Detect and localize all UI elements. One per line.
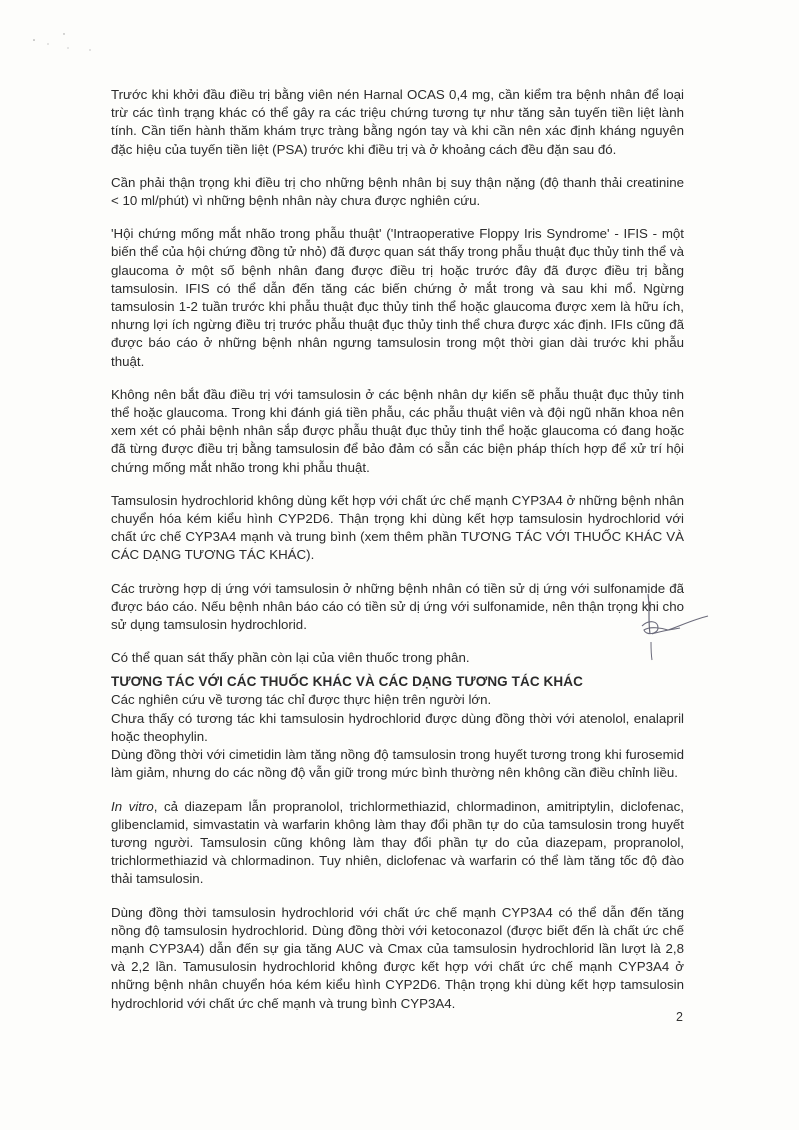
paragraph-renal-caution: Cần phải thận trọng khi điều trị cho những bệnh nhân bị suy thận nặng (độ thanh thải creatinine < 10 ml/phút) vì những bệnh nhân này chưa được nghiên cứu.	[111, 174, 684, 209]
paragraph-in-vitro	[111, 798, 684, 889]
paragraph-sulfonamide: Các trường hợp dị ứng với tamsulosin ở những bệnh nhân có tiền sử dị ứng với sulfonamide đã được báo cáo. Nếu bệnh nhân báo cáo có tiền sử dị ứng với sulfonamide, nên thận trọng khi cho sử dụng tamsulosin hydrochlorid.	[111, 580, 684, 633]
document-body	[111, 86, 684, 1013]
paragraph-tablet-residue: Có thể quan sát thấy phần còn lại của viên thuốc trong phân.	[111, 650, 470, 666]
page-number: 2	[676, 1010, 683, 1024]
handwritten-signature	[628, 590, 718, 662]
paragraph-cyp3a4: Tamsulosin hydrochlorid không dùng kết hợp với chất ức chế mạnh CYP3A4 ở những bệnh nhân chuyển hóa kém kiểu hình CYP2D6. Thận trọng khi dùng kết hợp tamsulosin hydrochlorid với chất ức chế CYP3A4 mạnh và trung bình (xem thêm phần TƯƠNG TÁC VỚI THUỐC KHÁC VÀ CÁC DẠNG TƯƠNG TÁC KHÁC).	[111, 492, 684, 563]
paragraph-ketoconazol: Dùng đồng thời tamsulosin hydrochlorid với chất ức chế mạnh CYP3A4 có thể dẫn đến tăng nồng độ tamsulosin hydrochlorid. Dùng đồng thời với ketoconazol (được biết đến là chất ức chế mạnh CYP3A4) dẫn đến sự gia tăng AUC và Cmax của tamsulosin hydrochlorid lần lượt là 2,8 và 2,2 lần. Tamusulosin hydrochlorid không được kết hợp với chất ức chế mạnh CYP3A4 ở những bệnh nhân chuyển hóa kém kiểu hình CYP2D6. Thận trọng khi dùng kết hợp tamsulosin hydrochlorid với chất ức chế mạnh và trung bình CYP3A4.	[111, 904, 684, 1011]
section-heading-interactions: TƯƠNG TÁC VỚI CÁC THUỐC KHÁC VÀ CÁC DẠNG TƯƠNG TÁC KHÁC	[111, 674, 583, 690]
interaction-line-adults: Các nghiên cứu về tương tác chỉ được thực hiện trên người lớn.	[111, 692, 492, 708]
scan-specks	[20, 30, 100, 70]
paragraph-cataract-surgery: Không nên bắt đầu điều trị với tamsulosin ở các bệnh nhân dự kiến sẽ phẫu thuật đục thủy tinh thể hoặc glaucoma. Trong khi đánh giá tiền phẫu, các phẫu thuật viên và đội ngũ nhãn khoa nên xem xét có phải bệnh nhân sắp được phẫu thuật đục thủy tinh thể hoặc glaucoma có đang hoặc đã từng được điều trị bằng tamsulosin để bảo đảm có sẵn các biện pháp thích hợp để xử trí hội chứng mống mắt nhão trong khi phẫu thuật.	[111, 386, 684, 475]
in-vitro-text: , cả diazepam lẫn propranolol, trichlormethiazid, chlormadinon, amitriptylin, diclofenac, glibenclamid, simvastatin và warfarin không làm thay đổi phần tự do của tamsulosin trong huyết tương người. Tamsulosin cũng không làm thay đổi phần tự do của diazepam, propranolol, trichlormethiazid và chlormadinon. Tuy nhiên, diclofenac và warfarin có thể làm tăng tốc độ đào thải tamsulosin.	[111, 798, 685, 887]
interaction-line-cimetidin: Dùng đồng thời với cimetidin làm tăng nồng độ tamsulosin trong huyết tương trong khi furosemid làm giảm, nhưng do các nồng độ vẫn giữ trong mức bình thường nên không cần điều chỉnh liều.	[111, 747, 684, 781]
interaction-line-atenolol: Chưa thấy có tương tác khi tamsulosin hydrochlorid được dùng đồng thời với atenolol, enalapril hoặc theophylin.	[111, 710, 684, 744]
paragraph-ifis: 'Hội chứng mống mắt nhão trong phẫu thuật' ('Intraoperative Floppy Iris Syndrome' - IFIS - một biến thể của hội chứng đồng tử nhỏ) đã được quan sát thấy trong phẫu thuật đục thủy tinh thể và glaucoma ở một số bệnh nhân đang được điều trị hoặc trước đây đã được điều trị bằng tamsulosin. IFIS có thể dẫn đến tăng các biến chứng ở mắt trong và sau khi mổ. Ngừng tamsulosin 1-2 tuần trước khi phẫu thuật đục thủy tinh thể hoặc glaucoma được xem là hữu ích, nhưng lợi ích ngừng điều trị trước phẫu thuật đục thủy tinh thể chưa được xác định. IFIs cũng đã được báo cáo ở những bệnh nhân ngưng tamsulosin trong một thời gian dài trước khi phẫu thuật.	[111, 226, 684, 369]
paragraph-psa-check: Trước khi khởi đầu điều trị bằng viên nén Harnal OCAS 0,4 mg, cần kiểm tra bệnh nhân để loại trừ các tình trạng khác có thể gây ra các triệu chứng tương tự như tăng sản tuyến tiền liệt lành tính. Cần tiến hành thăm khám trực tràng bằng ngón tay và khi cần nên xác định kháng nguyên đặc hiệu của tuyến tiền liệt (PSA) trước khi điều trị và ở khoảng cách đều đặn sau đó.	[111, 87, 684, 157]
in-vitro-label: In vitro	[111, 798, 154, 814]
